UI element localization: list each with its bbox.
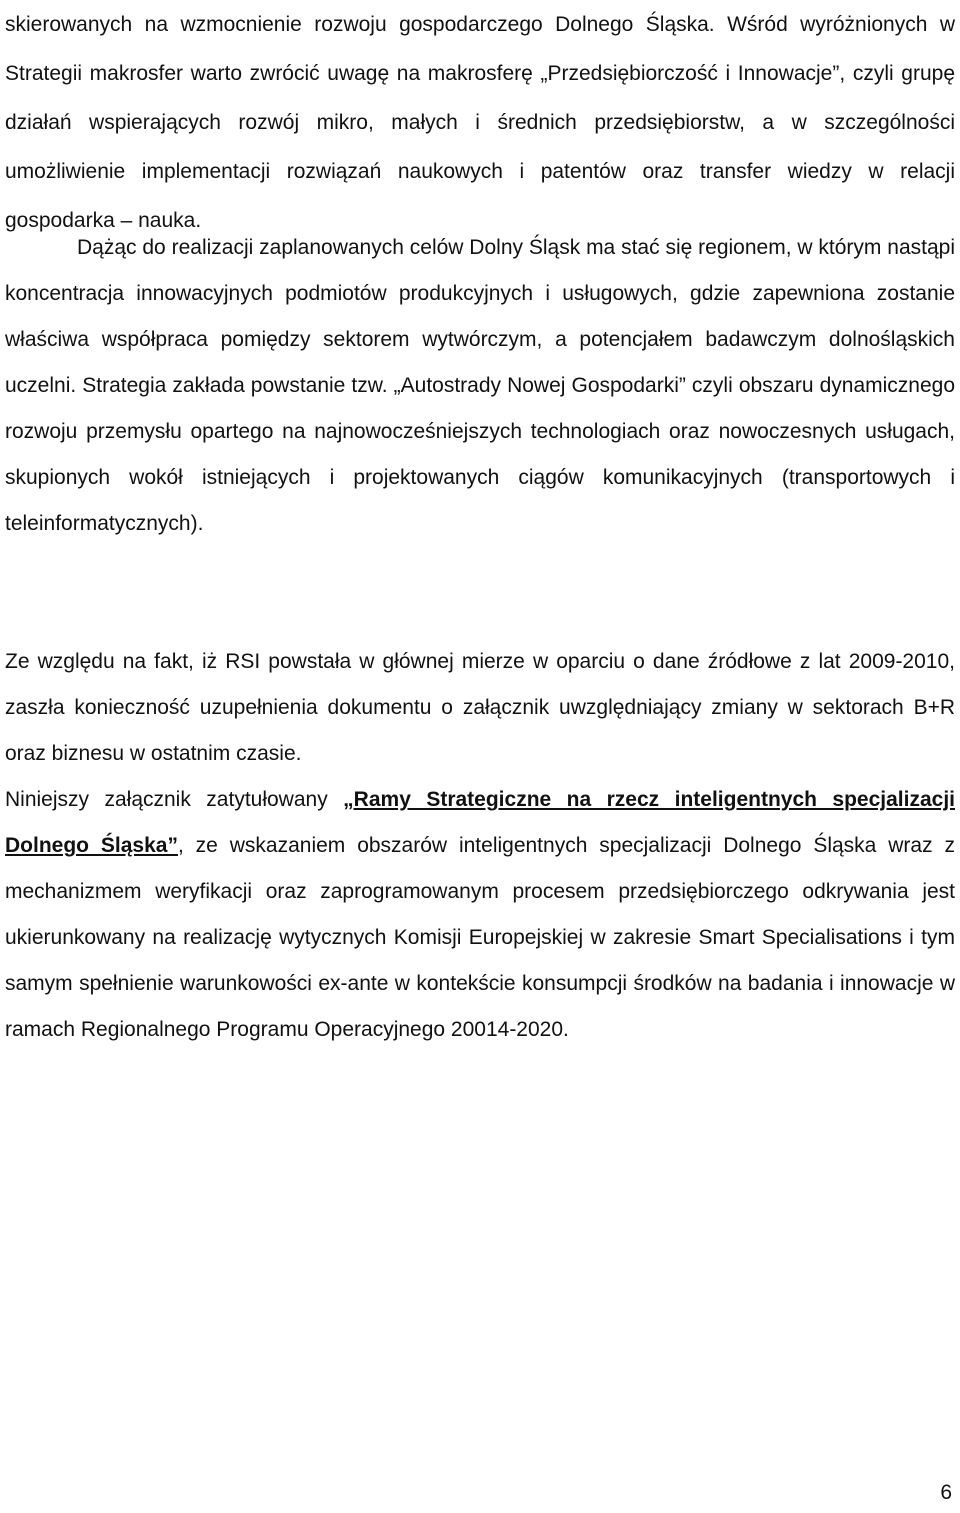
paragraph-annex-description	[5, 777, 955, 1053]
annex-title-text: „Ramy Strategiczne na rzecz inteligentnych specjalizacji Dolnego Śląska”	[5, 788, 955, 857]
annex-description-text: , ze wskazaniem obszarów inteligentnych specjalizacji Dolnego Śląska wraz z mechanizmem weryfikacji oraz zaprogramowanym procesem przedsiębiorczego odkrywania jest ukierunkowany na realizację wytycznych Komisji Europejskiej w zakresie Smart Specialisations i tym samym spełnienie warunkowości ex-ante w kontekście konsumpcji środków na badania i innowacje w ramach Regionalnego Programu Operacyjnego 20014-2020.	[5, 834, 955, 1041]
annex-intro-text: Niniejszy załącznik zatytułowany	[5, 788, 344, 811]
paragraph-rsi-update: Ze względu na fakt, iż RSI powstała w głównej mierze w oparciu o dane źródłowe z lat 2009-2010, zaszła konieczność uzupełnienia dokumentu o załącznik uwzględniający zmiany w sektorach B+R oraz biznesu w ostatnim czasie.	[5, 650, 955, 765]
page-number: 6	[940, 1481, 952, 1504]
paragraph-strategy-macrospheres: skierowanych na wzmocnienie rozwoju gospodarczego Dolnego Śląska. Wśród wyróżnionych w Strategii makrosfer warto zwrócić uwagę na makrosferę „Przedsiębiorczość i Innowacje”, czyli grupę działań wspierających rozwój mikro, małych i średnich przedsiębiorstw, a w szczególności umożliwienie implementacji rozwiązań naukowych i patentów oraz transfer wiedzy w relacji gospodarka – nauka.	[5, 13, 955, 232]
paragraph-regional-goals: Dążąc do realizacji zaplanowanych celów Dolny Śląsk ma stać się regionem, w którym nastąpi koncentracja innowacyjnych podmiotów produkcyjnych i usługowych, gdzie zapewniona zostanie właściwa współpraca pomiędzy sektorem wytwórczym, a potencjałem badawczym dolnośląskich uczelni. Strategia zakłada powstanie tzw. „Autostrady Nowej Gospodarki” czyli obszaru dynamicznego rozwoju przemysłu opartego na najnowocześniejszych technologiach oraz nowoczesnych usługach, skupionych wokół istniejących i projektowanych ciągów komunikacyjnych (transportowych i teleinformatycznych).	[5, 236, 955, 535]
